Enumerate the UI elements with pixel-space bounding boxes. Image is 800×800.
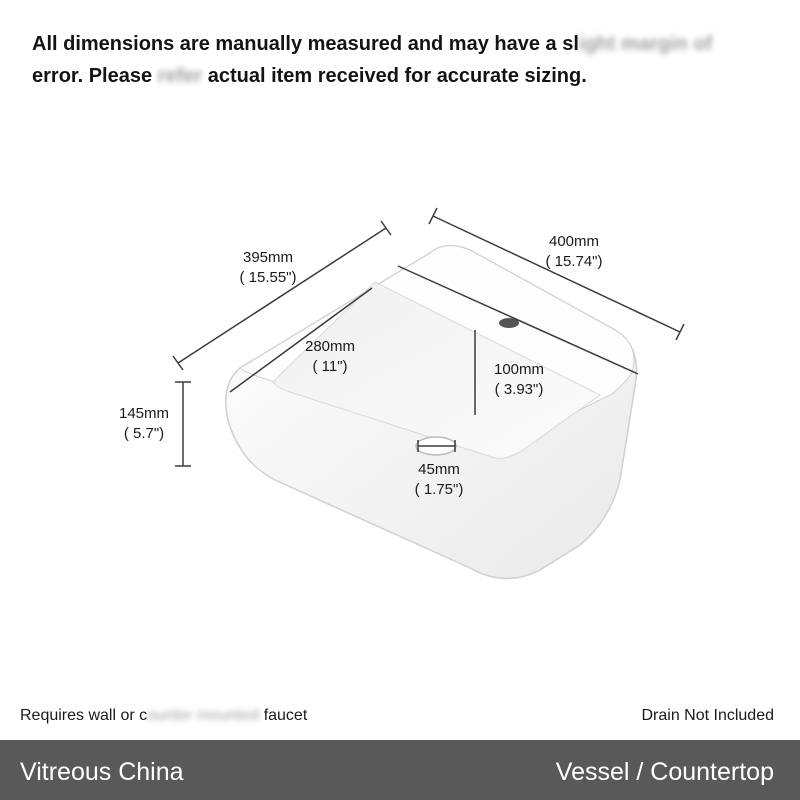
dimension-label-inner: 280mm ( 11") — [304, 338, 356, 375]
material-label: Vitreous China — [20, 758, 184, 786]
disclaimer-line2-start: error. Please — [32, 65, 153, 87]
obscured-text: ounter mounted — [147, 707, 260, 724]
footer-bar — [0, 740, 800, 800]
drain-note: Drain Not Included — [641, 707, 774, 724]
faucet-requirement-note: Requires wall or counter mounted faucet — [20, 707, 308, 724]
dimension-label-width: 400mm ( 15.74") — [545, 233, 603, 270]
obscured-text: ight margin of — [578, 33, 713, 55]
dimension-label-drain: 45mm ( 1.75") — [414, 461, 464, 498]
dimension-label-bowl-depth: 100mm ( 3.93") — [493, 361, 545, 398]
disclaimer-line1: All dimensions are manually measured and may have a sl — [32, 33, 579, 55]
obscured-text: refer — [157, 65, 203, 87]
dimension-label-depth: 395mm ( 15.55") — [239, 249, 297, 286]
mount-type-label: Vessel / Countertop — [555, 758, 774, 786]
disclaimer-line2-end: actual item received for accurate sizing. — [207, 65, 587, 87]
dimension-label-height: 145mm ( 5.7") — [118, 405, 170, 442]
